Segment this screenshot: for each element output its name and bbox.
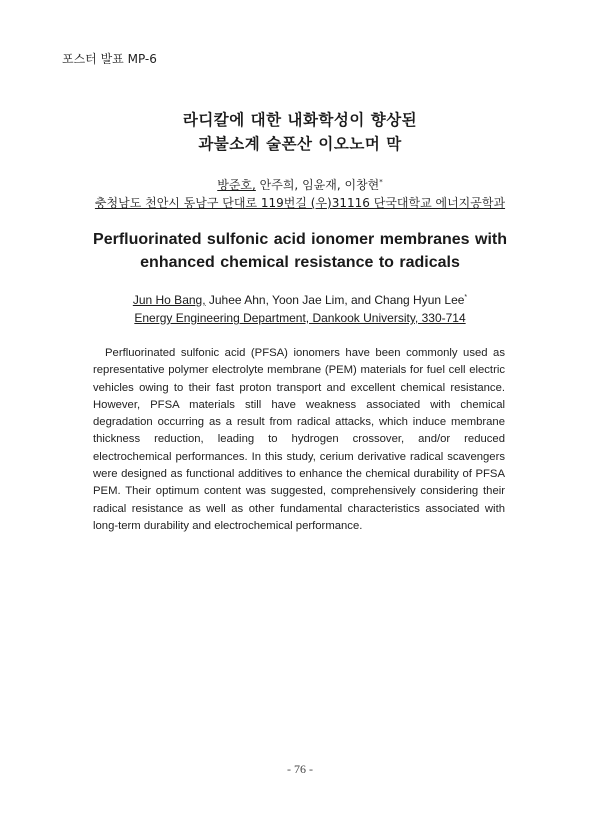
korean-title-line-1: 라디칼에 대한 내화학성이 향상된	[182, 111, 418, 129]
korean-affiliation: 충청남도 천안시 동남구 단대로 119번길 (우)31116 단국대학교 에너지공학과	[94, 196, 506, 210]
english-title-line-1: Perfluorinated sulfonic acid ionomer membranes with	[93, 231, 507, 248]
abstract-text: Perfluorinated sulfonic acid (PFSA) ionomers have been commonly used as representative polymer electrolyte membrane (PEM) materials for fuel cell electric vehicles owing to their fast proton transport and excellent chemical resistance. However, PFSA materials still have weakness associated with chemical degradation occurring as a result from radical attacks, which induce membrane thickness reduction, leading to hydrogen crossover, and/or reduced electrochemical performances. In this study, cerium derivative radical scavengers were designed as functional additives to enhance the chemical durability of PFSA PEM. Their optimum content was suggested, comprehensively considering their radical resistance as well as other fundamental characteristics associated with long-term durability and electrochemical performance.	[93, 347, 505, 532]
english-other-authors: Juhee Ahn, Yoon Jae Lim, and Chang Hyun Lee	[205, 293, 465, 307]
korean-corresponding-mark: *	[379, 178, 383, 186]
korean-other-authors: 안주희, 임윤재, 이창현	[255, 178, 380, 192]
english-affiliation: Energy Engineering Department, Dankook University, 330-714	[134, 311, 466, 325]
korean-presenting-author: 방준호,	[217, 178, 256, 192]
english-title	[0, 228, 600, 274]
korean-title-line-2: 과불소계 술폰산 이오노머 막	[198, 135, 402, 153]
korean-title	[0, 108, 600, 156]
english-title-line-2: enhanced chemical resistance to radicals	[140, 254, 460, 271]
korean-authors	[0, 176, 600, 194]
english-authors	[0, 292, 600, 309]
page-number: - 76 -	[287, 762, 313, 776]
english-corresponding-mark: *	[464, 294, 468, 301]
session-label: 포스터 발표 MP-6	[62, 52, 157, 66]
english-presenting-author: Jun Ho Bang,	[132, 293, 206, 307]
